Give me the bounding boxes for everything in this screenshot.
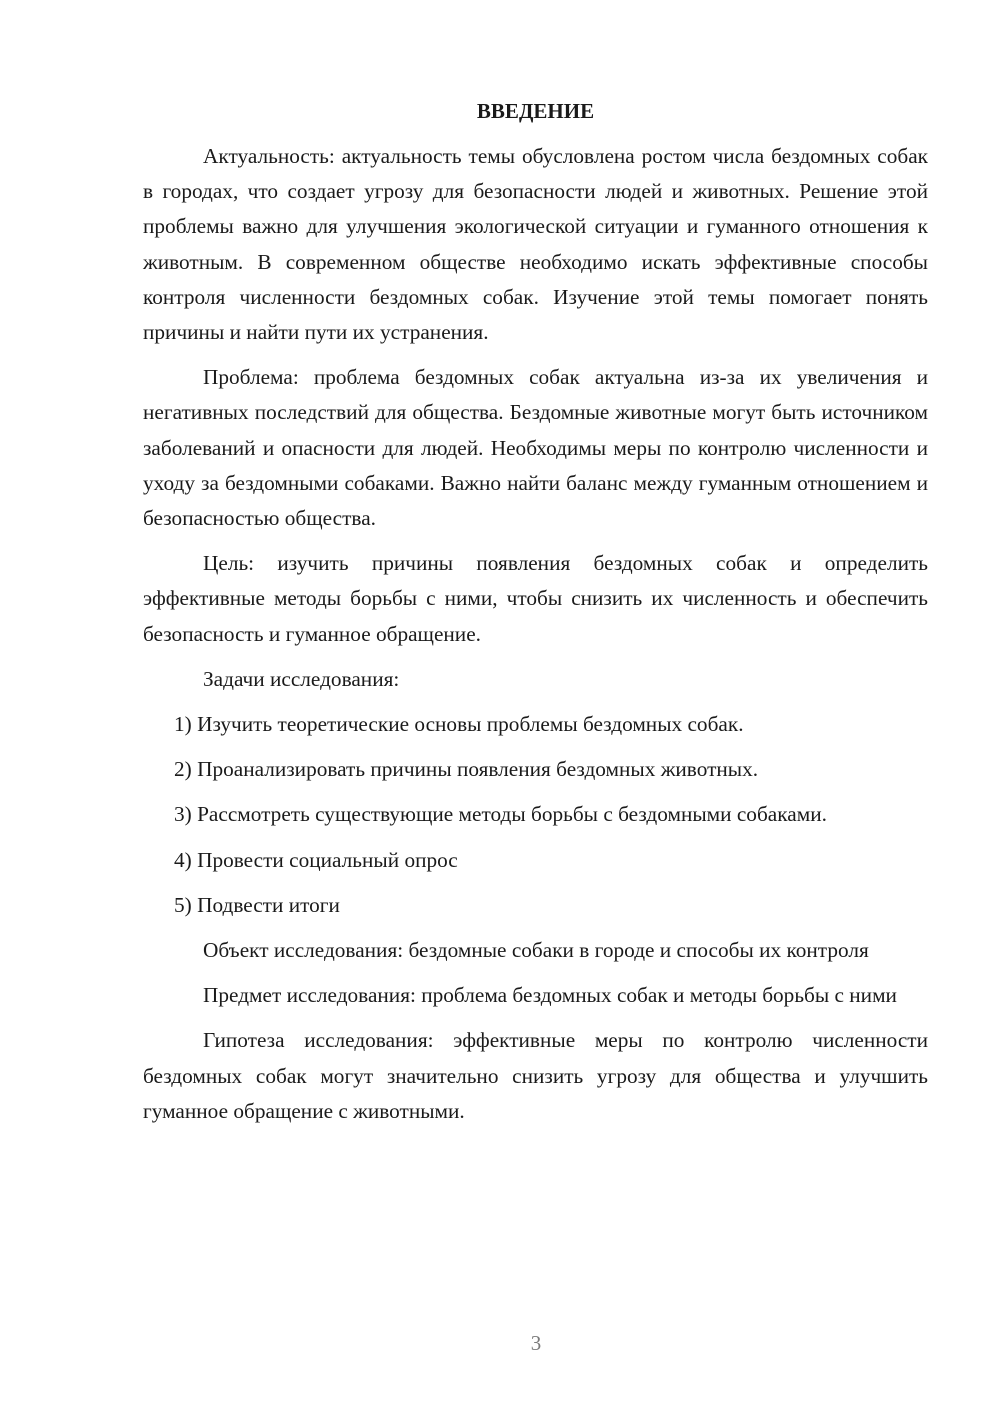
relevance-paragraph: Актуальность: актуальность темы обусловлена ростом числа бездомных собак в городах, что создает угрозу для безопасности людей и животных. Решение этой проблемы важно для улучшения экологической ситуации и гуманного отношения к животным. В современном обществе необходимо искать эффективные способы контроля численности бездомных собак. Изучение этой темы помогает понять причины и найти пути их устранения. <box>143 144 928 345</box>
object-paragraph: Объект исследования: бездомные собаки в городе и способы их контроля <box>203 938 869 963</box>
task-item: 3) Рассмотреть существующие методы борьбы с бездомными собаками. <box>174 802 827 827</box>
task-item: 1) Изучить теоретические основы проблемы бездомных собак. <box>174 712 744 737</box>
tasks-heading: Задачи исследования: <box>203 666 400 691</box>
task-item: 2) Проанализировать причины появления бездомных животных. <box>174 757 759 782</box>
document-page <box>143 94 928 1139</box>
hypothesis-paragraph: Гипотеза исследования: эффективные меры по контролю численности бездомных собак могут значительно снизить угрозу для общества и улучшить гуманное обращение с животными. <box>143 1028 928 1123</box>
page-number: 3 <box>530 1331 542 1355</box>
goal-paragraph: Цель: изучить причины появления бездомных собак и определить эффективные методы борьбы с ними, чтобы снизить их численность и обеспечить безопасность и гуманное обращение. <box>143 551 928 646</box>
page-title: ВВЕДЕНИЕ <box>476 99 595 123</box>
task-item: 5) Подвести итоги <box>174 892 340 917</box>
subject-paragraph: Предмет исследования: проблема бездомных собак и методы борьбы с ними <box>203 983 897 1008</box>
problem-paragraph: Проблема: проблема бездомных собак актуальна из-за их увеличения и негативных последствий для общества. Бездомные животные могут быть источником заболеваний и опасности для людей. Необходимы меры по контролю численности и уходу за бездомными собаками. Важно найти баланс между гуманным отношением и безопасностью общества. <box>143 365 928 531</box>
task-item: 4) Провести социальный опрос <box>174 847 458 872</box>
